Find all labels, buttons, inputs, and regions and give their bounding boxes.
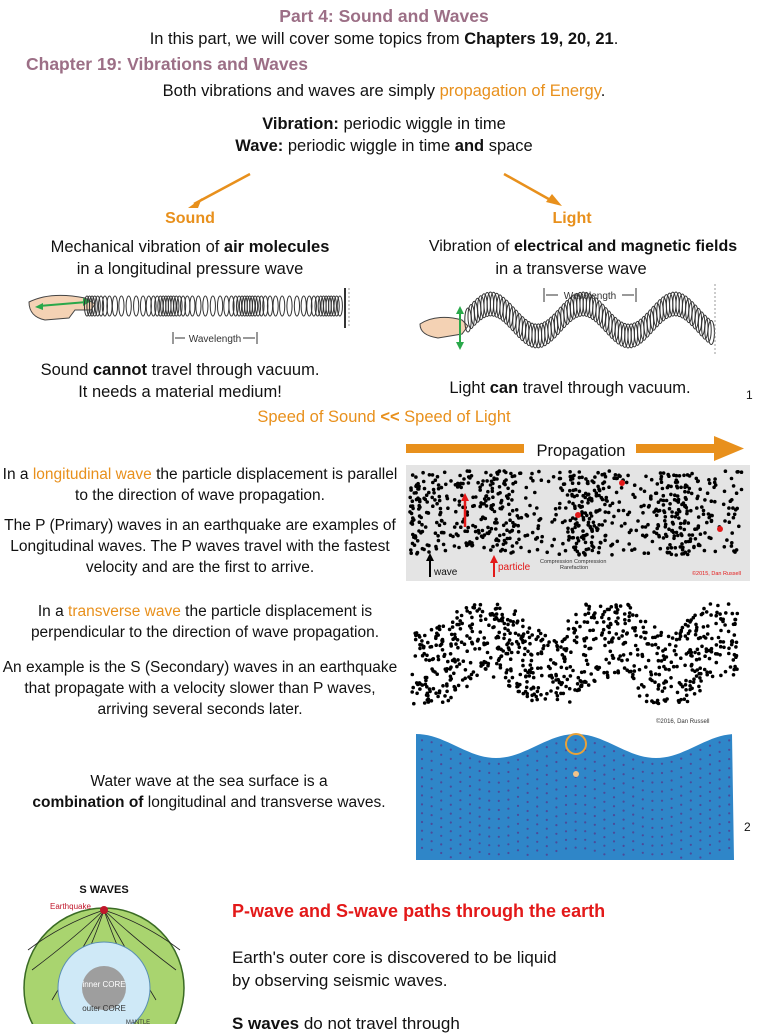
inner-core-label: inner CORE — [82, 980, 126, 989]
light-heading: Light — [552, 210, 592, 227]
mantle-label: MANTLE — [125, 1020, 151, 1024]
water-wave-figure — [416, 728, 734, 860]
p-waves-text: The P (Primary) waves in an earthquake are examples of Longitudinal waves. The P waves travel with the fastest velocity and are the first to arrive. — [4, 517, 396, 576]
part-intro: In this part, we will cover some topics from Chapters 19, 20, 21. — [149, 30, 619, 48]
light-desc-2: in a transverse wave — [495, 260, 647, 278]
earth-s-waves-figure — [22, 880, 192, 1024]
earthquake-label: Earthquake — [50, 902, 91, 911]
sound-desc-1: Mechanical vibration of air molecules — [50, 238, 330, 256]
earth-line-2: by observing seismic waves. — [232, 971, 448, 990]
light-wavelength-label: Wavelength — [563, 291, 617, 302]
light-vacuum: Light can travel through vacuum. — [449, 379, 691, 397]
sound-heading: Sound — [165, 210, 215, 227]
outer-core-label: outer CORE — [82, 1004, 126, 1013]
wave-definition: Wave: periodic wiggle in time and space — [235, 137, 533, 155]
chapter-energy-line: Both vibrations and waves are simply propagation of Energy. — [162, 82, 606, 100]
longitudinal-definition: In a longitudinal wave the particle displacement is parallel to the direction of wave propagation. — [2, 466, 398, 504]
light-desc-1: Vibration of electrical and magnetic fields — [428, 238, 738, 255]
vibration-definition: Vibration: periodic wiggle in time — [262, 115, 506, 133]
rarefaction-label: Rarefaction — [560, 565, 589, 571]
page-number-2: 2 — [744, 820, 751, 834]
transverse-definition: In a transverse wave the particle displacement is perpendicular to the direction of wave propagation. — [30, 603, 380, 641]
sound-vacuum-1: Sound cannot travel through vacuum. — [40, 361, 320, 379]
light-spring-figure — [418, 282, 730, 358]
sound-spring-figure — [25, 284, 355, 350]
transverse-wave-figure — [408, 602, 744, 706]
compression-label-2: Compression — [574, 559, 607, 565]
speed-comparison: Speed of Sound << Speed of Light — [257, 408, 511, 426]
water-line-2: combination of longitudinal and transverse waves. — [32, 794, 386, 811]
compression-label-1: Compression — [540, 559, 573, 565]
water-credit: ©2016, Dan Russell — [656, 719, 710, 725]
page-number-1: 1 — [746, 388, 753, 402]
s-waves-text: An example is the S (Secondary) waves in an earthquake that propagate with a velocity slower than P waves, arriving several seconds later. — [2, 659, 398, 718]
wave-label: wave — [434, 567, 458, 578]
sound-desc-2: in a longitudinal pressure wave — [76, 260, 304, 278]
longitudinal-credit: ©2015, Dan Russell — [692, 571, 741, 577]
chapter-title: Chapter 19: Vibrations and Waves — [26, 54, 309, 74]
longitudinal-wave-figure — [406, 465, 750, 581]
part-title: Part 4: Sound and Waves — [279, 6, 489, 26]
sound-vacuum-2: It needs a material medium! — [78, 383, 282, 401]
particle-label: particle — [498, 562, 531, 573]
sound-wavelength-label: Wavelength — [188, 334, 242, 345]
earth-line-1: Earth's outer core is discovered to be liquid — [232, 948, 557, 967]
propagation-label: Propagation — [536, 442, 626, 460]
earth-heading: P-wave and S-wave paths through the earth — [232, 901, 606, 921]
earth-swaves-line: S waves do not travel through — [232, 1014, 460, 1033]
s-waves-title: S WAVES — [79, 884, 129, 896]
water-line-1: Water wave at the sea surface is a — [90, 773, 328, 790]
